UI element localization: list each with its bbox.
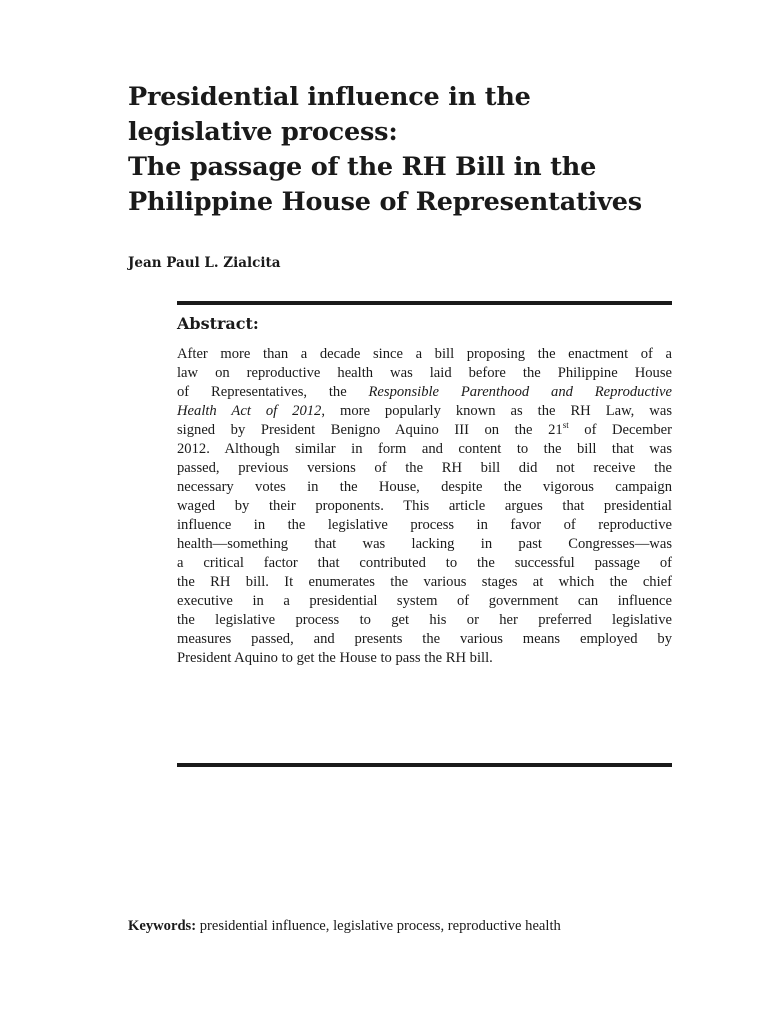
- abstract-line: waged by their proponents. This article argues that presidential: [177, 498, 672, 514]
- abstract-line: President Aquino to get the House to pass the RH bill.: [177, 650, 493, 666]
- abstract-text: of Representatives, the: [177, 384, 347, 400]
- abstract-line: health—something that was lacking in past Congresses—was: [177, 536, 672, 552]
- abstract-line: measures passed, and presents the various means employed by: [177, 631, 672, 647]
- ordinal-suffix: st: [562, 420, 569, 431]
- abstract-line: passed, previous versions of the RH bill did not receive the: [177, 460, 672, 476]
- keywords: [128, 917, 561, 936]
- abstract-line: 2012. Although similar in form and content to the bill that was: [177, 441, 672, 457]
- abstract-line: executive in a presidential system of government can influence: [177, 593, 672, 609]
- abstract-line: law on reproductive health was laid before the Philippine House: [177, 365, 672, 381]
- abstract-line: [177, 421, 672, 440]
- abstract-line: influence in the legislative process in favor of reproductive: [177, 517, 672, 533]
- title-line: Philippine House of Representatives: [128, 187, 642, 217]
- act-title-italic: Responsible Parenthood and Reproductive: [368, 384, 672, 400]
- abstract-line: a critical factor that contributed to the successful passage of: [177, 555, 672, 571]
- title-line: The passage of the RH Bill in the: [128, 152, 597, 182]
- abstract-line: necessary votes in the House, despite the vigorous campaign: [177, 479, 672, 495]
- act-title-italic: Health Act of 2012: [177, 403, 322, 419]
- author-name: Jean Paul L. Zialcita: [128, 255, 281, 271]
- abstract-text: of December: [568, 422, 672, 438]
- abstract-heading: Abstract:: [177, 314, 259, 333]
- abstract-body: [177, 345, 672, 668]
- keywords-text: presidential influence, legislative process, reproductive health: [196, 918, 561, 934]
- title-line: legislative process:: [128, 117, 398, 147]
- article-title: [128, 80, 708, 220]
- abstract-text: signed by President Benigno Aquino III on the 21: [177, 422, 563, 438]
- bottom-divider: [177, 763, 672, 767]
- abstract-line: the legislative process to get his or her preferred legislative: [177, 612, 672, 628]
- abstract-line: [177, 383, 672, 402]
- abstract-line: After more than a decade since a bill proposing the enactment of a: [177, 346, 672, 362]
- title-line: Presidential influence in the: [128, 82, 531, 112]
- abstract-text: , more popularly known as the RH Law, was: [321, 403, 672, 419]
- abstract-line: the RH bill. It enumerates the various stages at which the chief: [177, 574, 672, 590]
- keywords-label: Keywords:: [128, 918, 197, 934]
- abstract-line: [177, 402, 672, 421]
- top-divider: [177, 301, 672, 305]
